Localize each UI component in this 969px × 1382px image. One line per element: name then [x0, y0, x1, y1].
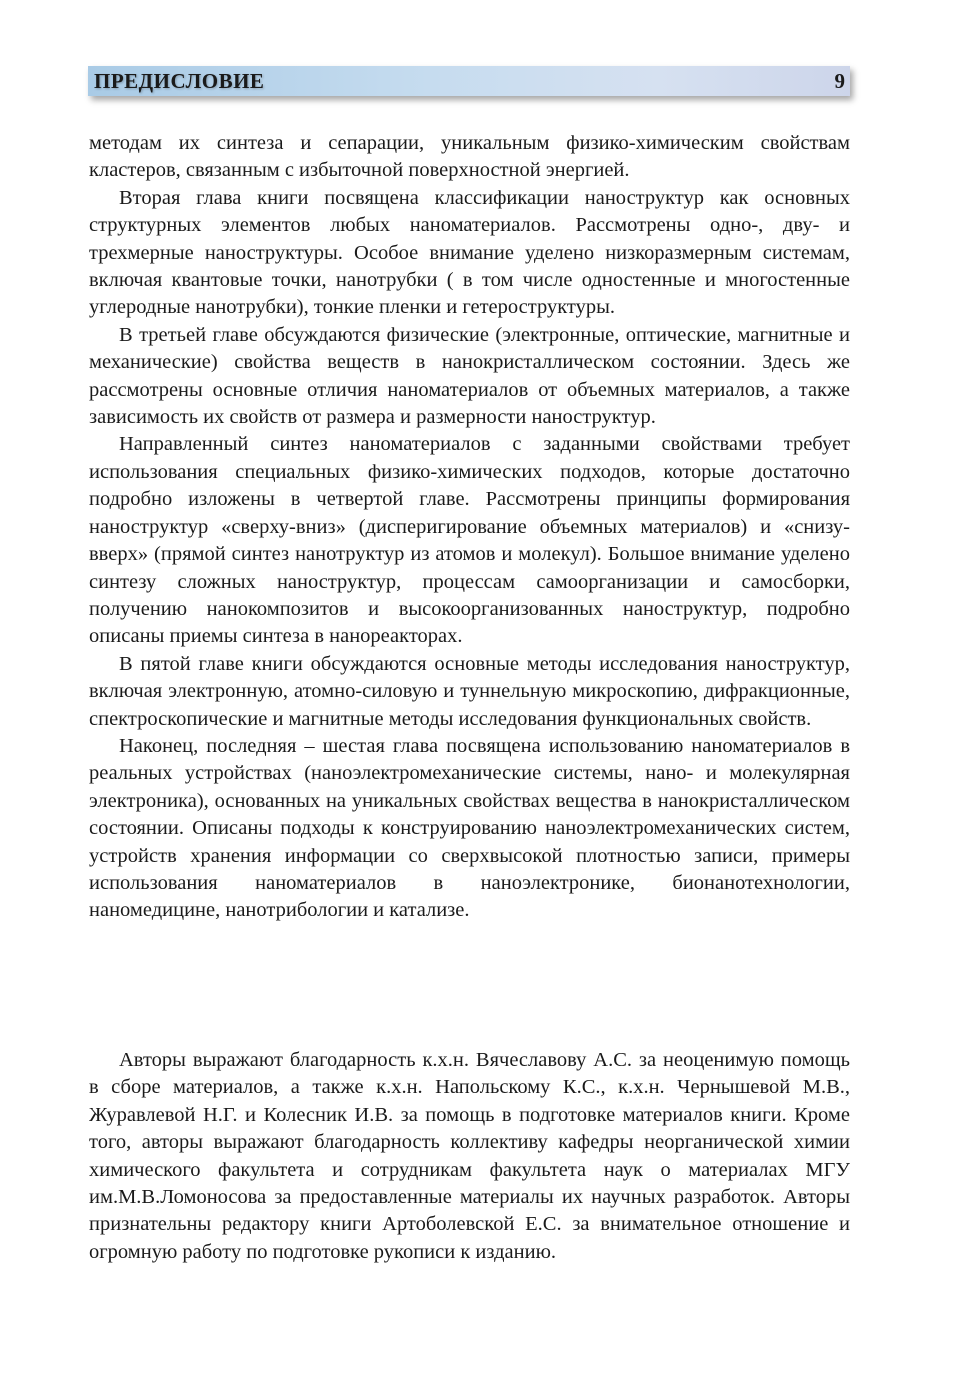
main-text — [89, 130, 850, 925]
paragraph-chapter-4: Направленный синтез наноматериалов с заданными свойствами требует использования специальных физико-химических подходов, которые достаточно подробно изложены в четвертой главе. Рассмотрены принципы формирования наноструктур «сверху-вниз» (дисперигирование объемных материалов) и «снизу-вверх» (прямой синтез нанотруктур из атомов и молекул). Большое внимание уделено синтезу сложных наноструктур, процессам самоорганизации и самосборки, получению нанокомпозитов и высокоорганизованных наноструктур, подробно описаны приемы синтеза в нанореакторах. — [89, 433, 850, 648]
page-number: 9 — [834, 69, 845, 93]
paragraph-chapter-6: Наконец, последняя – шестая глава посвящена использованию наноматериалов в реальных устройствах (наноэлектромеханические системы, нано- и молекулярная электроника), основанных на уникальных свойствах вещества в нанокристаллическом состоянии. Описаны подходы к конструированию наноэлектромеханических систем, устройств хранения информации со сверхвысокой плотностью записи, примеры использования наноматериалов в наноэлектронике, бионанотехнологии, наномедицине, нанотрибологии и катализе. — [89, 734, 850, 922]
acknowledgment-section — [89, 1047, 850, 1266]
running-header-title: ПРЕДИСЛОВИЕ — [94, 69, 265, 93]
paragraph-chapter-5: В пятой главе книги обсуждаются основные методы исследования наноструктур, включая электронную, атомно-силовую и туннельную микроскопию, дифракционные, спектроскопические и магнитные методы исследования функциональных свойств. — [89, 652, 850, 730]
paragraph-chapter-3: В третьей главе обсуждаются физические (электронные, оптические, магнитные и механические) свойства веществ в нанокристаллическом состоянии. Здесь же рассмотрены основные отличия наноматериалов от объемных материалов, а также зависимость их свойств от размера и размерности наноструктур. — [89, 323, 850, 429]
paragraph-continuation: методам их синтеза и сепарации, уникальным физико-химическим свойствам кластеров, связанным с избыточной поверхностной энергией. — [89, 132, 850, 182]
acknowledgment-paragraph: Авторы выражают благодарность к.х.н. Вячеславову А.С. за неоценимую помощь в сборе материалов, а также к.х.н. Напольскому К.С., к.х.н. Чернышевой М.В., Журавлевой Н.Г. и Колесник И.В. за помощь в подготовке материалов книги. Кроме того, авторы выражают благодарность коллективу кафедры неорганической химии химического факультета и сотрудникам факультета наук о материалах МГУ им.М.В.Ломоносова за предоставленные материалы их научных разработок. Авторы признательны редактору книги Артоболевской Е.С. за внимательное отношение и огромную работу по подготовке рукописи к изданию. — [89, 1049, 850, 1263]
paragraph-chapter-2: Вторая глава книги посвящена классификации наноструктур как основных структурных элементов любых наноматериалов. Рассмотрены одно-, дву- и трехмерные наноструктуры. Особое внимание уделено низкоразмерным системам, включая квантовые точки, нанотрубки ( в том числе одностенные и многостенные углеродные нанотрубки), тонкие пленки и гетероструктуры. — [89, 186, 850, 319]
